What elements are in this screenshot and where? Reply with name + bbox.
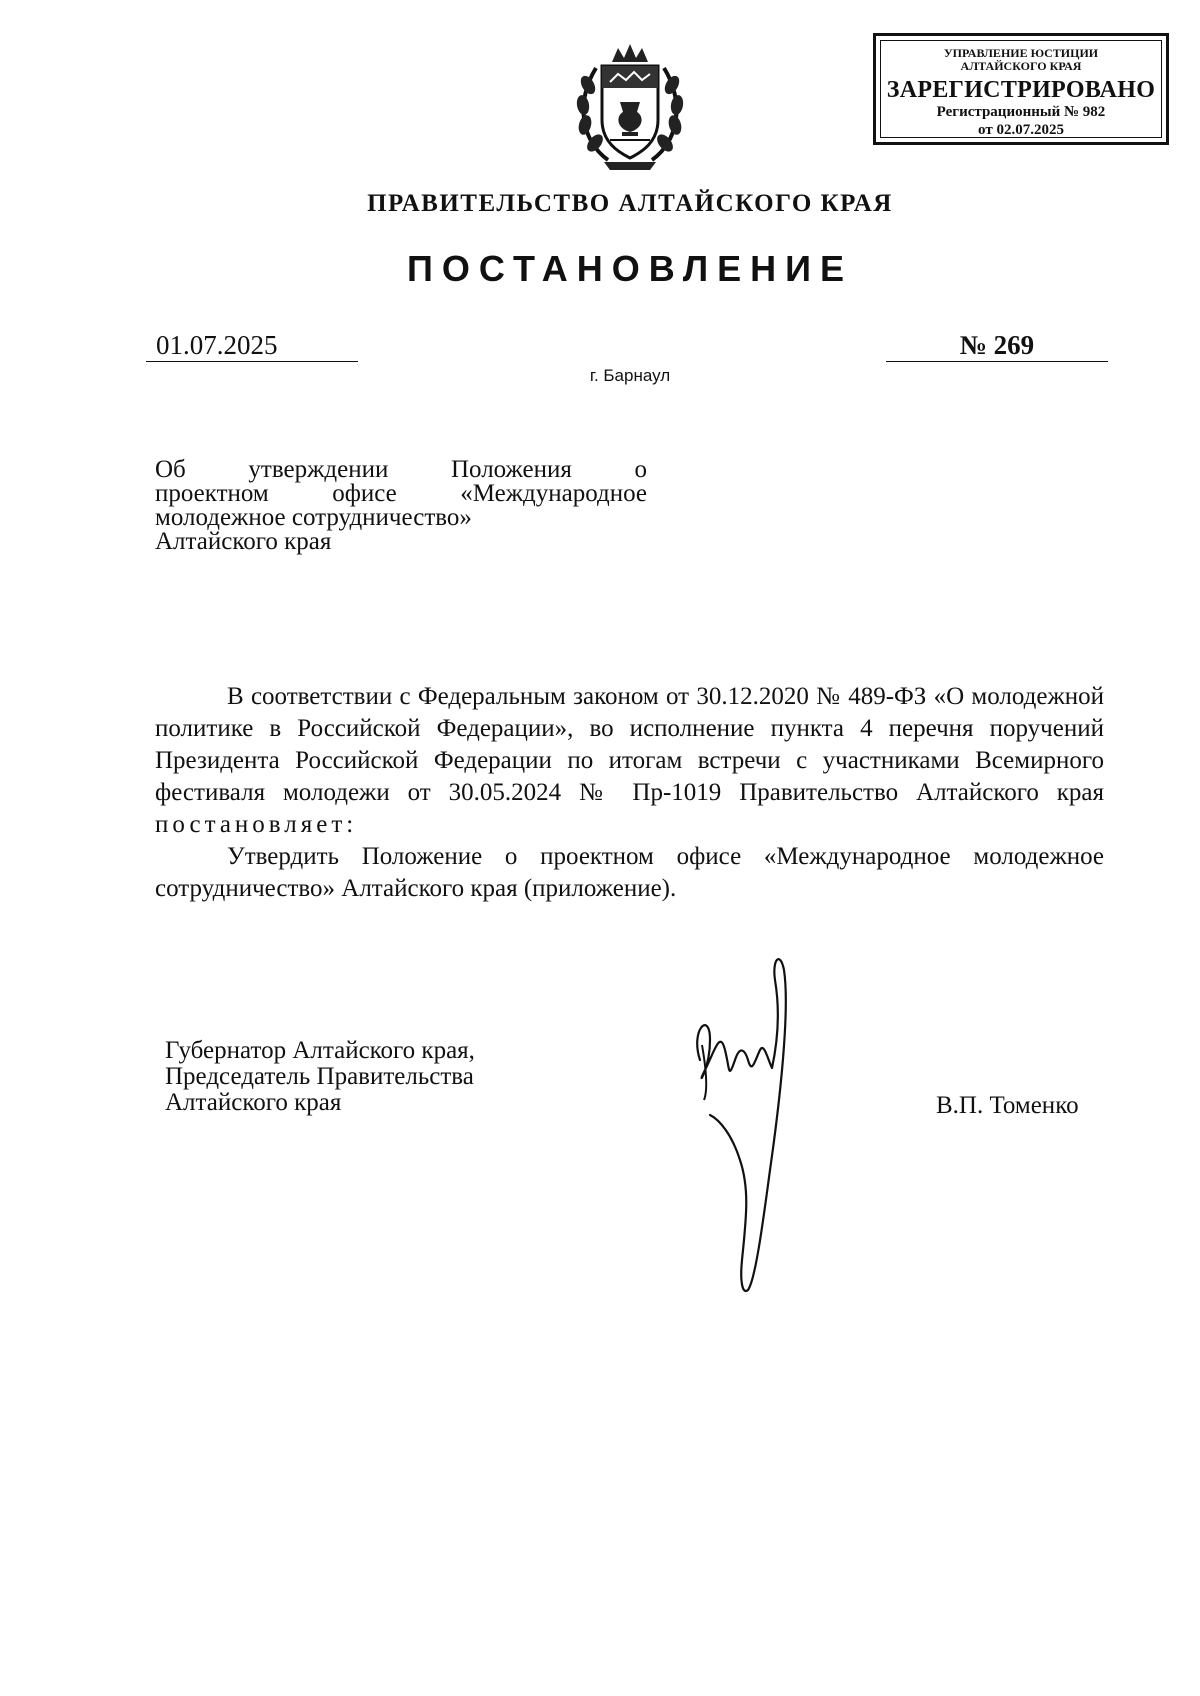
stamp-reg-number: Регистрационный № 982 — [936, 104, 1106, 120]
subject-line: Алтайского края — [155, 528, 332, 555]
body-paragraph — [155, 681, 1104, 841]
position-line: Председатель Правительства — [165, 1063, 474, 1090]
paragraph-text: В соответствии с Федеральным законом от 30.12.2020 № 489-ФЗ «О молодежной политике в Российской Федерации», во исполнение пункта 4 перечня поручений Президента Российской Федерации по итогам встречи с участниками Всемирного фестиваля молодежи от 30.05.2024 № Пр-1019 Правительство Алтайского края — [155, 683, 1104, 806]
subject-line: Об утверждении Положения о — [155, 456, 647, 483]
subject-line: молодежное сотрудничество» — [155, 504, 472, 531]
document-subject — [155, 458, 647, 554]
document-body — [155, 681, 1104, 905]
signer-position — [165, 1038, 585, 1116]
government-title: ПРАВИТЕЛЬСТВО АЛТАЙСКОГО КРАЯ — [367, 190, 893, 217]
document-number: № 269 — [959, 330, 1035, 360]
stamp-inner-border — [880, 40, 1162, 138]
handwritten-signature — [680, 950, 830, 1310]
subject-line: проектном офисе «Международное — [155, 480, 647, 507]
stamp-org-line1: УПРАВЛЕНИЕ ЮСТИЦИИ — [943, 46, 1099, 60]
stamp-status: ЗАРЕГИСТРИРОВАНО — [886, 77, 1156, 103]
stamp-reg-date: от 02.07.2025 — [978, 122, 1064, 138]
number-underline — [886, 361, 1108, 362]
signer-name: В.П. Томенко — [936, 1092, 1079, 1119]
date-underline — [146, 361, 358, 362]
position-line: Алтайского края — [165, 1089, 342, 1116]
document-type: ПОСТАНОВЛЕНИЕ — [407, 248, 853, 289]
stamp-org-line2: АЛТАЙСКОГО КРАЯ — [960, 59, 1082, 73]
coat-of-arms-emblem — [570, 40, 690, 175]
resolution-verb: постановляет: — [155, 811, 358, 838]
document-city: г. Барнаул — [589, 366, 671, 385]
registration-stamp — [873, 33, 1169, 145]
document-date: 01.07.2025 — [156, 330, 278, 360]
body-paragraph: Утвердить Положение о проектном офисе «Международное молодежное сотрудничество» Алтайского края (приложение). — [155, 843, 1104, 902]
position-line: Губернатор Алтайского края, — [165, 1037, 475, 1064]
